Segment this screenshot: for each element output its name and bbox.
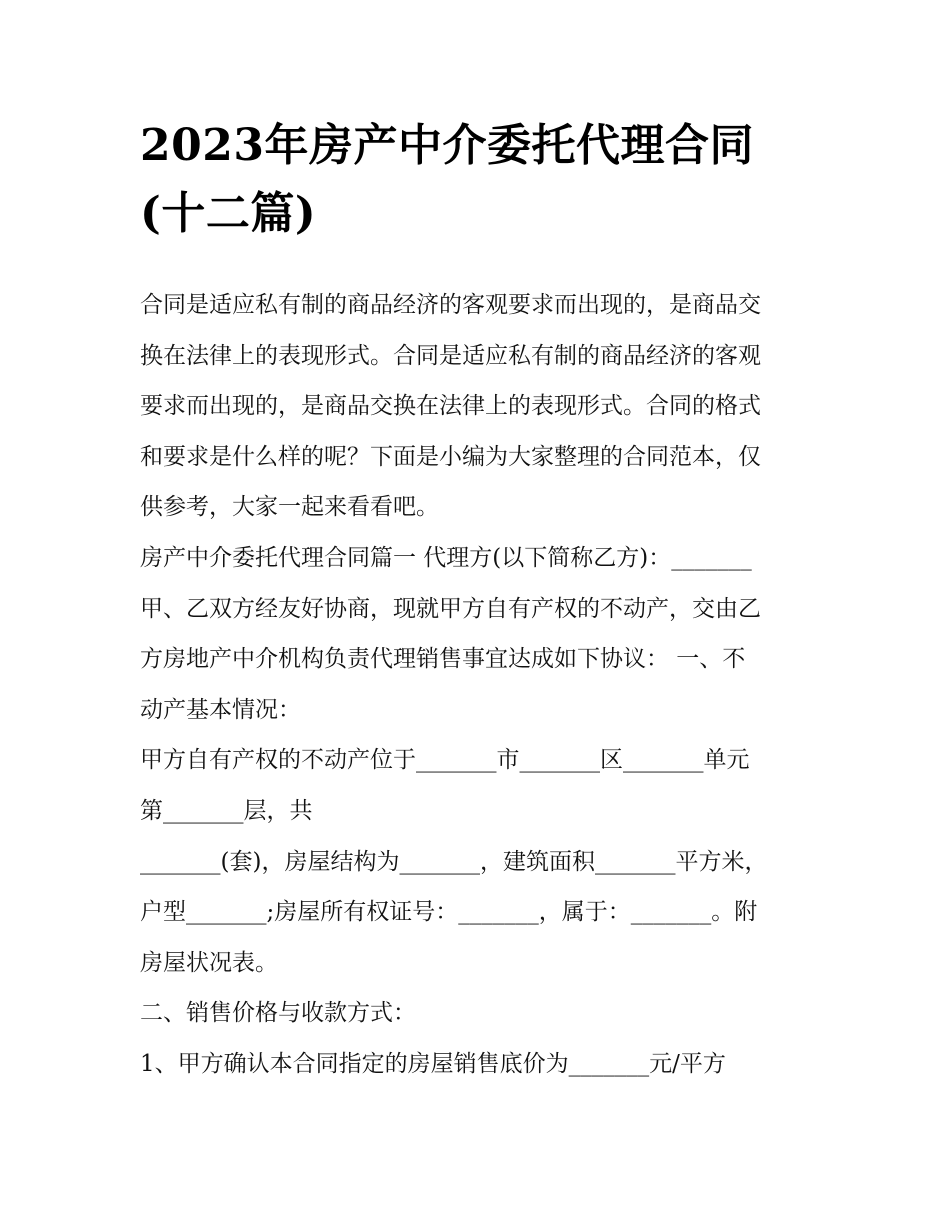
text-line: _______(套)，房屋结构为_______，建筑面积_______平方米， — [140, 848, 768, 875]
paragraph-section-2-heading — [140, 988, 820, 1039]
paragraph-contract-1 — [140, 533, 820, 735]
text-line: 换在法律上的表现形式。合同是适应私有制的商品经济的客观 — [140, 342, 761, 369]
text-line: 合同是适应私有制的商品经济的客观要求而出现的，是商品交 — [140, 292, 761, 318]
text-line: 甲方自有产权的不动产位于_______市_______区_______单元 — [140, 747, 750, 774]
text-line: 方房地产中介机构负责代理销售事宜达成如下协议： 一、不 — [140, 646, 746, 673]
document-title — [140, 112, 820, 248]
text-line: 房屋状况表。 — [140, 949, 278, 976]
text-line: 户型_______;房屋所有权证号：_______，属于：_______。附 — [140, 899, 758, 926]
text-line: 供参考，大家一起来看看吧。 — [140, 494, 439, 521]
paragraph-property-location — [140, 735, 820, 836]
text-line: 第_______层，共 — [140, 797, 313, 824]
section-heading: 二、销售价格与收款方式： — [140, 1000, 416, 1027]
text-line: 房产中介委托代理合同篇一 代理方(以下简称乙方)：_______ — [140, 544, 752, 571]
title-line-1: 2023年房产中介委托代理合同 — [140, 120, 754, 171]
paragraph-price-clause — [140, 1039, 820, 1090]
paragraph-property-details — [140, 837, 820, 989]
document-body — [140, 280, 820, 1090]
text-line: 和要求是什么样的呢？下面是小编为大家整理的合同范本，仅 — [140, 443, 761, 470]
paragraph-intro — [140, 280, 820, 533]
text-line: 甲、乙双方经友好协商，现就甲方自有产权的不动产，交由乙 — [140, 595, 761, 622]
text-line: 要求而出现的，是商品交换在法律上的表现形式。合同的格式 — [140, 393, 761, 420]
text-line: 动产基本情况： — [140, 696, 301, 723]
text-line: 1、甲方确认本合同指定的房屋销售底价为_______元/平方 — [140, 1050, 726, 1077]
title-line-2: (十二篇) — [140, 188, 317, 239]
